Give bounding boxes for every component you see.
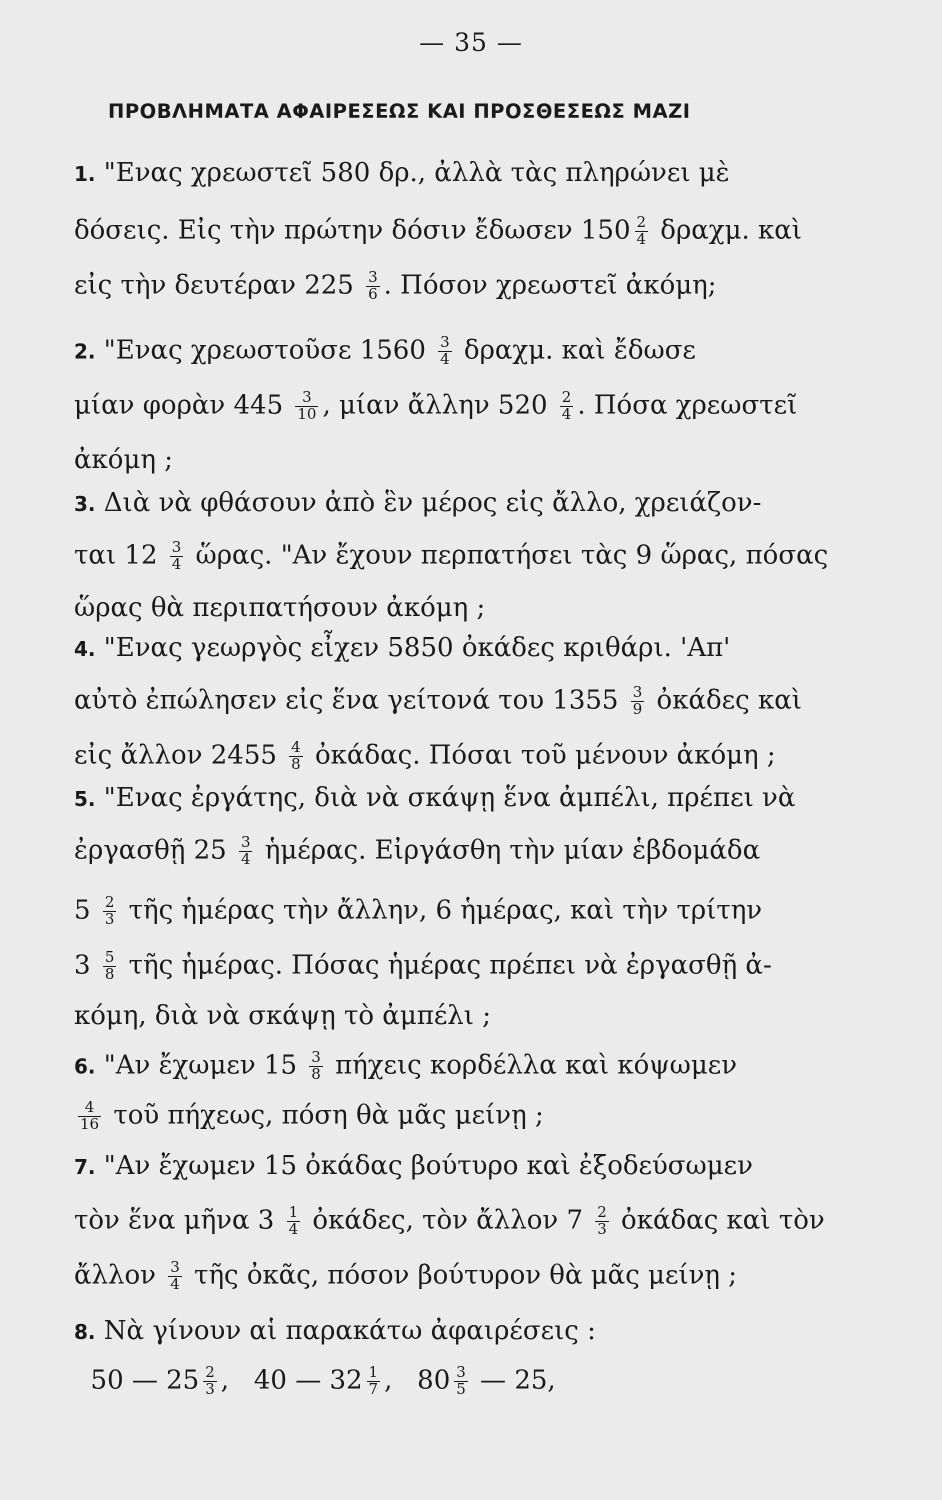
fraction (78, 1100, 101, 1133)
text-run: δόσεις. Εἰς τὴν πρώτην δόσιν ἔδωσεν 150 (74, 215, 631, 246)
text-run: 50 — 25 (74, 1365, 200, 1396)
fraction-denominator: 8 (291, 754, 301, 773)
text-line (74, 740, 864, 773)
fraction-numerator: 1 (288, 1203, 299, 1221)
fraction-denominator: 4 (170, 1274, 180, 1293)
text-run: ἀκόμη ; (74, 445, 173, 475)
text-line (74, 335, 864, 368)
text-run: "Ενας χρεωστεῖ 580 δρ., ἀλλὰ τὰς πληρώνει μὲ (95, 158, 730, 188)
fraction-numerator: 2 (561, 388, 572, 406)
text-run: ὀκάδας. Πόσαι τοῦ μένουν ἀκόμη ; (306, 740, 776, 771)
text-run: "Αν ἔχωμεν 15 (95, 1050, 306, 1081)
text-run: ὥρας. "Αν ἔχουν περπατήσει τὰς 9 ὥρας, πόσας (187, 540, 829, 571)
fraction (203, 1365, 217, 1398)
fraction (366, 270, 380, 303)
text-line (74, 595, 864, 621)
text-run: μίαν φορὰν 445 (74, 390, 292, 421)
text-line (74, 1318, 864, 1344)
text-run: "Ενας γεωργὸς εἶχεν 5850 ὀκάδες κριθάρι. 'Απ' (95, 633, 731, 663)
fraction-numerator: 2 (205, 1363, 215, 1381)
fraction (635, 215, 649, 248)
fraction-numerator: 3 (632, 683, 643, 701)
problem-number: 6. (74, 1054, 96, 1079)
text-line (74, 835, 864, 868)
fraction (103, 950, 117, 983)
fraction-denominator: 3 (597, 1219, 607, 1238)
fraction-numerator: 3 (170, 1258, 180, 1276)
fraction (295, 390, 318, 423)
text-line (74, 1205, 864, 1238)
text-line (74, 1260, 864, 1293)
text-run: Διὰ νὰ φθάσουν ἀπὸ ἓν μέρος εἰς ἄλλο, χρειάζον- (95, 488, 762, 518)
text-run: εἰς ἄλλον 2455 (74, 740, 286, 771)
text-run: ἐργασθῇ 25 (74, 835, 235, 866)
fraction-denominator: 4 (171, 554, 182, 573)
problem-number: 4. (74, 637, 96, 661)
text-run: τὸν ἕνα μῆνα 3 (74, 1205, 283, 1236)
text-line (74, 447, 864, 473)
fraction-denominator: 5 (456, 1379, 466, 1398)
text-line (74, 785, 864, 811)
problem-number: 8. (74, 1320, 96, 1344)
fraction-numerator: 5 (104, 948, 115, 966)
problem-number: 7. (74, 1155, 96, 1179)
text-run: τῆς ἡμέρας τὴν ἄλλην, 6 ἡμέρας, καὶ τὴν τρίτην (120, 895, 763, 926)
fraction-numerator: 2 (597, 1203, 607, 1221)
text-run: ὀκάδες, τὸν ἄλλον 7 (304, 1205, 592, 1236)
text-line (74, 950, 864, 983)
text-line (74, 270, 864, 303)
fraction-numerator: 4 (78, 1100, 101, 1117)
text-run: ὀκάδας καὶ τὸν (612, 1205, 825, 1236)
text-run: εἰς τὴν δευτέραν 225 (74, 270, 363, 301)
text-run: τῆς ἡμέρας. Πόσας ἡμέρας πρέπει νὰ ἐργασθῇ ἀ- (120, 950, 772, 981)
problem-number: 1. (74, 162, 96, 186)
text-run: "Ενας χρεωστοῦσε 1560 (95, 335, 435, 366)
fraction-numerator: 4 (291, 738, 301, 756)
fraction (367, 1365, 381, 1398)
fraction-denominator: 7 (368, 1379, 379, 1398)
fraction (438, 335, 452, 368)
fraction-denominator: 4 (440, 349, 450, 368)
text-line (74, 490, 864, 516)
text-line (74, 1365, 864, 1398)
text-run: ὥρας θὰ περιπατήσουν ἀκόμη ; (74, 593, 486, 623)
text-line (74, 1050, 864, 1083)
text-line (74, 1100, 864, 1133)
text-run: 5 (74, 895, 99, 926)
text-run: δραχμ. καὶ (652, 215, 802, 246)
section-heading: ΠΡΟΒΛΗΜΑΤΑ ΑΦΑΙΡΕΣΕΩΣ ΚΑΙ ΠΡΟΣΘΕΣΕΩΣ ΜΑΖΙ (108, 100, 691, 123)
fraction (168, 1260, 182, 1293)
fraction-denominator: 9 (632, 699, 643, 718)
text-run: , 40 — 32 (220, 1365, 363, 1396)
problem-number: 3. (74, 492, 96, 516)
text-run: . Πόσα χρεωστεῖ (577, 390, 798, 421)
text-run: "Αν ἔχωμεν 15 ὀκάδας βούτυρο καὶ ἐξοδεύσωμεν (95, 1151, 753, 1181)
text-run: κόμη, διὰ νὰ σκάψῃ τὸ ἀμπέλι ; (74, 1001, 492, 1031)
text-line (74, 215, 864, 248)
text-run: ὀκάδες καὶ (648, 685, 802, 716)
text-run: ἄλλον (74, 1260, 165, 1291)
fraction-denominator: 10 (297, 404, 317, 423)
fraction-denominator: 4 (288, 1219, 299, 1238)
text-run: ται 12 (74, 540, 166, 571)
text-line (74, 160, 864, 186)
text-line (74, 390, 864, 423)
fraction-denominator: 4 (636, 229, 647, 248)
text-run: τοῦ πήχεως, πόση θὰ μᾶς μείνῃ ; (105, 1100, 544, 1131)
text-run: τῆς ὀκᾶς, πόσον βούτυρον θὰ μᾶς μείνῃ ; (185, 1260, 738, 1291)
fraction (454, 1365, 468, 1398)
fraction-numerator: 3 (440, 333, 450, 351)
text-line (74, 685, 864, 718)
fraction (289, 740, 303, 773)
fraction-denominator: 3 (205, 1379, 215, 1398)
fraction-denominator: 3 (104, 909, 115, 928)
fraction-denominator: 4 (561, 404, 572, 423)
fraction (287, 1205, 301, 1238)
fraction-numerator: 3 (311, 1048, 321, 1066)
fraction-denominator: 4 (240, 849, 251, 868)
fraction-numerator: 3 (240, 833, 251, 851)
fraction-numerator: 3 (456, 1363, 466, 1381)
text-run: Νὰ γίνουν αἱ παρακάτω ἀφαιρέσεις : (95, 1316, 596, 1346)
text-run: . Πόσον χρεωστεῖ ἀκόμη; (383, 270, 717, 301)
fraction (560, 390, 574, 423)
text-run: αὐτὸ ἐπώλησεν εἰς ἕνα γείτονά του 1355 (74, 685, 627, 716)
fraction-numerator: 3 (295, 390, 318, 407)
fraction-denominator: 8 (311, 1064, 321, 1083)
text-run: — 25, (471, 1365, 556, 1396)
text-line (74, 895, 864, 928)
page-number: — 35 — (419, 28, 523, 57)
fraction (170, 540, 184, 573)
fraction-denominator: 16 (80, 1114, 100, 1133)
problem-number: 5. (74, 787, 96, 811)
fraction-numerator: 2 (636, 213, 647, 231)
fraction (103, 895, 117, 928)
text-run: 3 (74, 950, 99, 981)
text-run: δραχμ. καὶ ἔδωσε (455, 335, 696, 366)
text-line (74, 1003, 864, 1029)
text-run: , μίαν ἄλλην 520 (322, 390, 556, 421)
fraction-numerator: 3 (171, 538, 182, 556)
fraction-numerator: 3 (368, 268, 378, 286)
fraction (595, 1205, 609, 1238)
fraction-denominator: 8 (104, 964, 115, 983)
text-line (74, 1153, 864, 1179)
fraction (309, 1050, 323, 1083)
fraction (239, 835, 253, 868)
text-run: , 80 (384, 1365, 451, 1396)
text-run: ἡμέρας. Εἰργάσθη τὴν μίαν ἑβδομάδα (256, 835, 761, 866)
fraction (631, 685, 645, 718)
text-run: "Ενας ἐργάτης, διὰ νὰ σκάψῃ ἕνα ἀμπέλι, πρέπει νὰ (95, 783, 796, 813)
text-line (74, 635, 864, 661)
fraction-denominator: 6 (368, 284, 378, 303)
text-run: πήχεις κορδέλλα καὶ κόψωμεν (326, 1050, 738, 1081)
fraction-numerator: 2 (104, 893, 115, 911)
text-line (74, 540, 864, 573)
problem-number: 2. (74, 339, 96, 364)
fraction-numerator: 1 (368, 1363, 379, 1381)
